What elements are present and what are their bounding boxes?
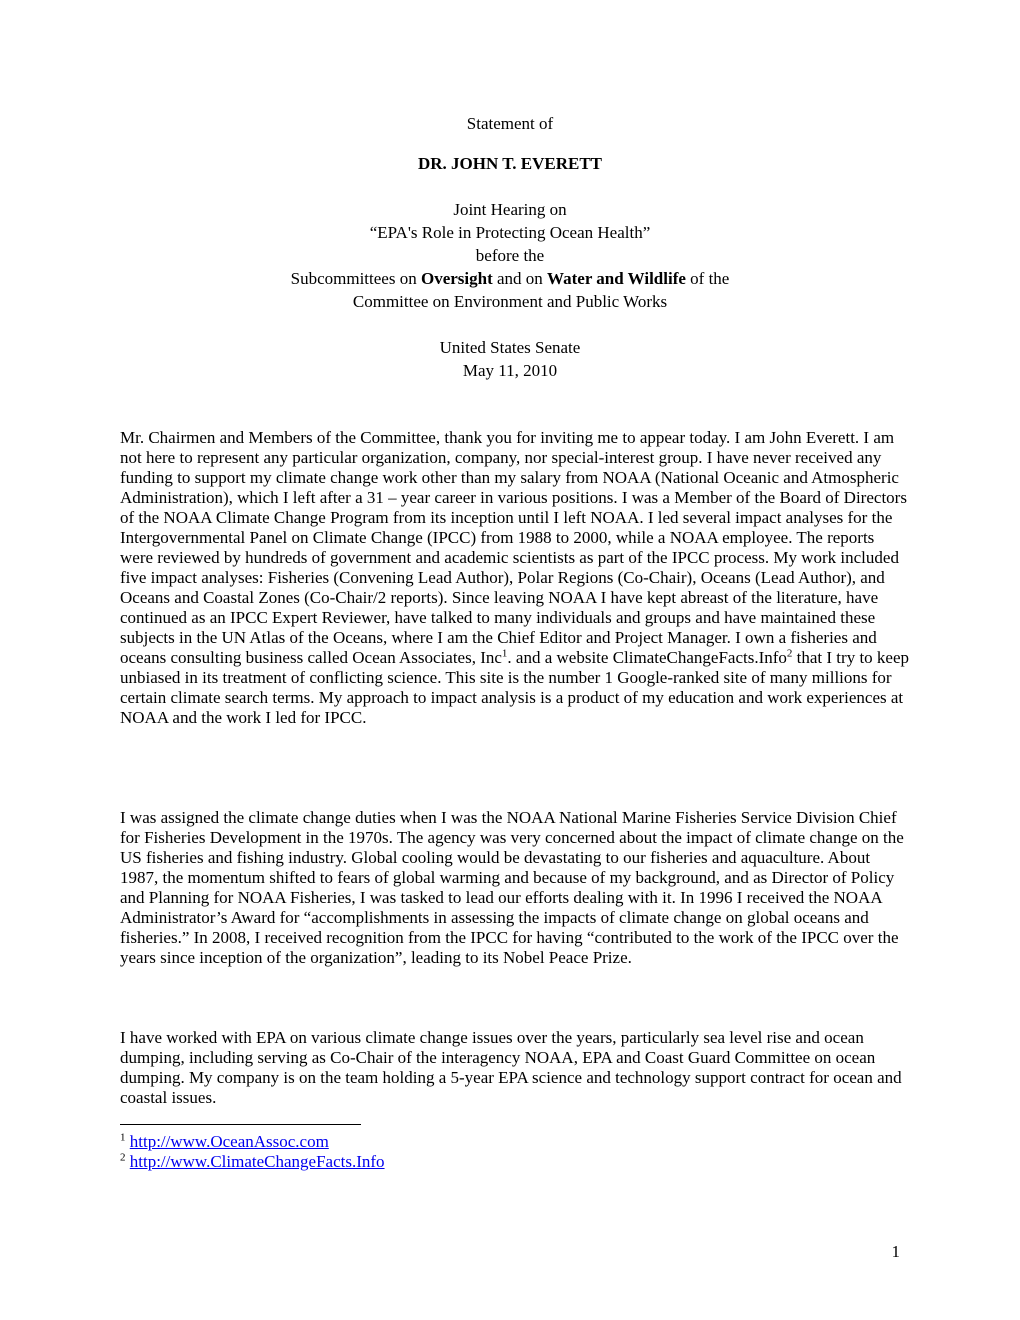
- footnote-1-number: 1: [120, 1131, 126, 1144]
- committee-line: Committee on Environment and Public Works: [352, 292, 668, 311]
- hearing-date: May 11, 2010: [462, 361, 558, 380]
- oversight-label: Oversight: [420, 269, 493, 288]
- paragraph-1-text-c: that I try to keep unbiased in its treatment of conflicting science. This site is the number 1 Google-ranked site of many millions for certain climate search terms. My approach to impact analysis is a product of my education and work experiences at NOAA and the work I led for IPCC.: [120, 648, 910, 727]
- paragraph-1-text-b: . and a website ClimateChangeFacts.Info: [507, 648, 787, 667]
- footnote-1: [120, 1132, 329, 1152]
- witness-name: DR. JOHN T. EVERETT: [417, 154, 603, 173]
- footnote-ref-1: 1: [501, 647, 508, 660]
- subcommittees-and-on: and on: [492, 269, 548, 288]
- before-the-line: before the: [475, 246, 545, 265]
- subcommittees-line: [120, 269, 900, 289]
- footnote-ref-2: 2: [786, 647, 793, 660]
- paragraph-2: I was assigned the climate change duties when I was the NOAA National Marine Fisheries Service Division Chief for Fisheries Development in the 1970s. The agency was very concerned about the impact of climate change on the US fisheries and fishing industry. Global cooling would be devastating to our fisheries and aquaculture. About 1987, the momentum shifted to fears of global warming and because of my background, and as Director of Policy and Planning for NOAA Fisheries, I was tasked to lead our efforts dealing with it. In 1996 I received the NOAA Administrator’s Award for “accomplishments in assessing the impacts of climate change on global oceans and fisheries.” In 2008, I received recognition from the IPCC for having “contributed to the work of the IPCC over the years since inception of the organization”, leading to its Nobel Peace Prize.: [120, 808, 904, 967]
- statement-of-heading: Statement of: [466, 114, 554, 133]
- paragraph-3: I have worked with EPA on various climate change issues over the years, particularly sea level rise and ocean dumping, including serving as Co-Chair of the interagency NOAA, EPA and Coast Guard Committee on ocean dumping. My company is on the team holding a 5-year EPA science and technology support contract for ocean and coastal issues.: [120, 1028, 902, 1107]
- footnote-2-number: 2: [120, 1151, 126, 1164]
- footnote-divider: [120, 1124, 361, 1125]
- water-wildlife-label: Water and Wildlife: [547, 269, 686, 288]
- footnote-2-link[interactable]: http://www.ClimateChangeFacts.Info: [129, 1152, 385, 1171]
- hearing-line: Joint Hearing on: [453, 200, 567, 219]
- footnote-2: [120, 1152, 385, 1172]
- paragraph-1-text-a: Mr. Chairmen and Members of the Committee, thank you for inviting me to appear today. I am John Everett. I am not here to represent any particular organization, company, nor special-interest group. I have never received any funding to support my climate change work other than my salary from NOAA (National Oceanic and Atmospheric Administration), which I left after a 31 – year career in various positions. I was a Member of the Board of Directors of the NOAA Climate Change Program from its inception until I left NOAA. I led several impact analyses for the Intergovernmental Panel on Climate Change (IPCC) from 1988 to 2000, while a NOAA employee. The reports were reviewed by hundreds of government and academic scientists as part of the IPCC process. My work included five impact analyses: Fisheries (Convening Lead Author), Polar Regions (Co-Chair), Oceans (Lead Author), and Oceans and Coastal Zones (Co-Chair/2 reports). Since leaving NOAA I have kept abreast of the literature, have continued as an IPCC Expert Reviewer, have talked to many individuals and groups and have maintained these subjects in the UN Atlas of the Oceans, where I am the Chief Editor and Project Manager. I own a fisheries and oceans consulting business called Ocean Associates, Inc: [120, 428, 907, 667]
- senate-line: United States Senate: [439, 338, 581, 357]
- paragraph-1: [120, 428, 910, 728]
- footnote-1-link[interactable]: http://www.OceanAssoc.com: [129, 1132, 329, 1151]
- subcommittees-of-the: of the: [685, 269, 730, 288]
- subcommittees-prefix: Subcommittees on: [290, 269, 421, 288]
- page-number: 1: [891, 1242, 900, 1261]
- hearing-title: “EPA's Role in Protecting Ocean Health”: [369, 223, 651, 242]
